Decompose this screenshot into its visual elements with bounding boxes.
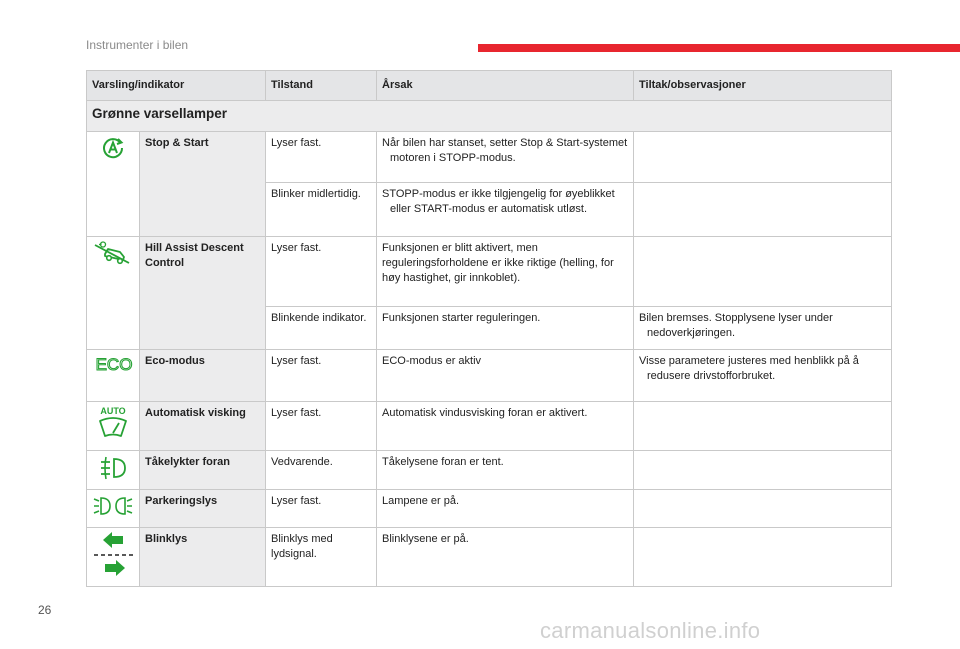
state-cell: Lyser fast. [266,402,377,451]
action-cell [634,451,892,490]
auto-wiper-icon-label: AUTO [100,406,126,416]
column-header: Varsling/indikator [87,71,266,101]
turn-signal-icon [92,531,136,577]
column-header: Årsak [377,71,634,101]
indicator-name: Stop & Start [140,132,266,237]
group-title: Grønne varsellamper [87,101,892,132]
indicator-icon-cell [87,451,140,490]
state-cell: Blinklys med lydsignal. [266,527,377,586]
eco-icon [92,354,136,374]
indicator-name: Eco-modus [140,350,266,402]
action-cell [634,307,892,350]
state-cell: Lyser fast. [266,350,377,402]
indicator-icon-cell [87,132,140,237]
section-accent-bar [478,44,960,52]
table-row [87,490,892,527]
front-fog-icon [98,456,128,480]
indicator-icon-cell [87,490,140,527]
indicator-icon-cell [87,527,140,586]
action-text: Bilen bremses. Stopplysene lyser under nedoverkjøringen. [639,312,833,340]
state-cell: Lyser fast. [266,490,377,527]
cause-text: STOPP-modus er ikke tilgjengelig for øyeblikket eller START-modus er automatisk utløst. [382,188,615,216]
cause-cell: Funksjonen er blitt aktivert, men reguleringsforholdene er ikke riktige (helling, for høy hastighet, gir innkoblet). [377,237,634,307]
state-cell: Vedvarende. [266,451,377,490]
cause-cell: Blinklysene er på. [377,527,634,586]
cause-cell [377,183,634,237]
cause-cell [377,132,634,183]
section-title: Instrumenter i bilen [86,38,189,52]
table-row [87,132,892,183]
indicator-icon-cell [87,237,140,350]
state-cell: Blinkende indikator. [266,307,377,350]
state-cell: Lyser fast. [266,237,377,307]
action-cell [634,402,892,451]
state-cell: Lyser fast. [266,132,377,183]
auto-wiper-icon [96,405,130,441]
stop-start-icon [101,136,125,160]
table-row [87,237,892,307]
hill-descent-icon [93,241,133,265]
table-row [87,350,892,402]
action-cell [634,350,892,402]
action-text: Visse parametere justeres med henblikk på å redusere drivstofforbruket. [639,355,859,383]
indicator-name: Hill Assist Descent Control [140,237,266,350]
indicator-icon-cell [87,350,140,402]
group-row [87,101,892,132]
cause-text: Når bilen har stanset, setter Stop & Start-systemet motoren i STOPP-modus. [382,137,628,165]
action-cell [634,132,892,183]
eco-icon-label: ECO [95,355,133,374]
cause-cell: Lampene er på. [377,490,634,527]
cause-cell: Funksjonen starter reguleringen. [377,307,634,350]
table-row [87,527,892,586]
indicator-name: Automatisk visking [140,402,266,451]
cause-cell: Automatisk vindusvisking foran er aktivert. [377,402,634,451]
column-header: Tiltak/observasjoner [634,71,892,101]
indicator-table [86,70,892,587]
cause-cell: Tåkelysene foran er tent. [377,451,634,490]
indicator-name: Parkeringslys [140,490,266,527]
table-header-row [87,71,892,101]
table-row [87,451,892,490]
indicator-name: Blinklys [140,527,266,586]
state-cell: Blinker midlertidig. [266,183,377,237]
table-row [87,402,892,451]
column-header: Tilstand [266,71,377,101]
parking-lights-icon [93,495,133,517]
action-cell [634,527,892,586]
indicator-name: Tåkelykter foran [140,451,266,490]
action-cell [634,183,892,237]
page-number: 26 [38,603,52,617]
action-cell [634,490,892,527]
indicator-icon-cell [87,402,140,451]
cause-cell: ECO-modus er aktiv [377,350,634,402]
action-cell [634,237,892,307]
watermark: carmanualsonline.info [540,618,761,643]
